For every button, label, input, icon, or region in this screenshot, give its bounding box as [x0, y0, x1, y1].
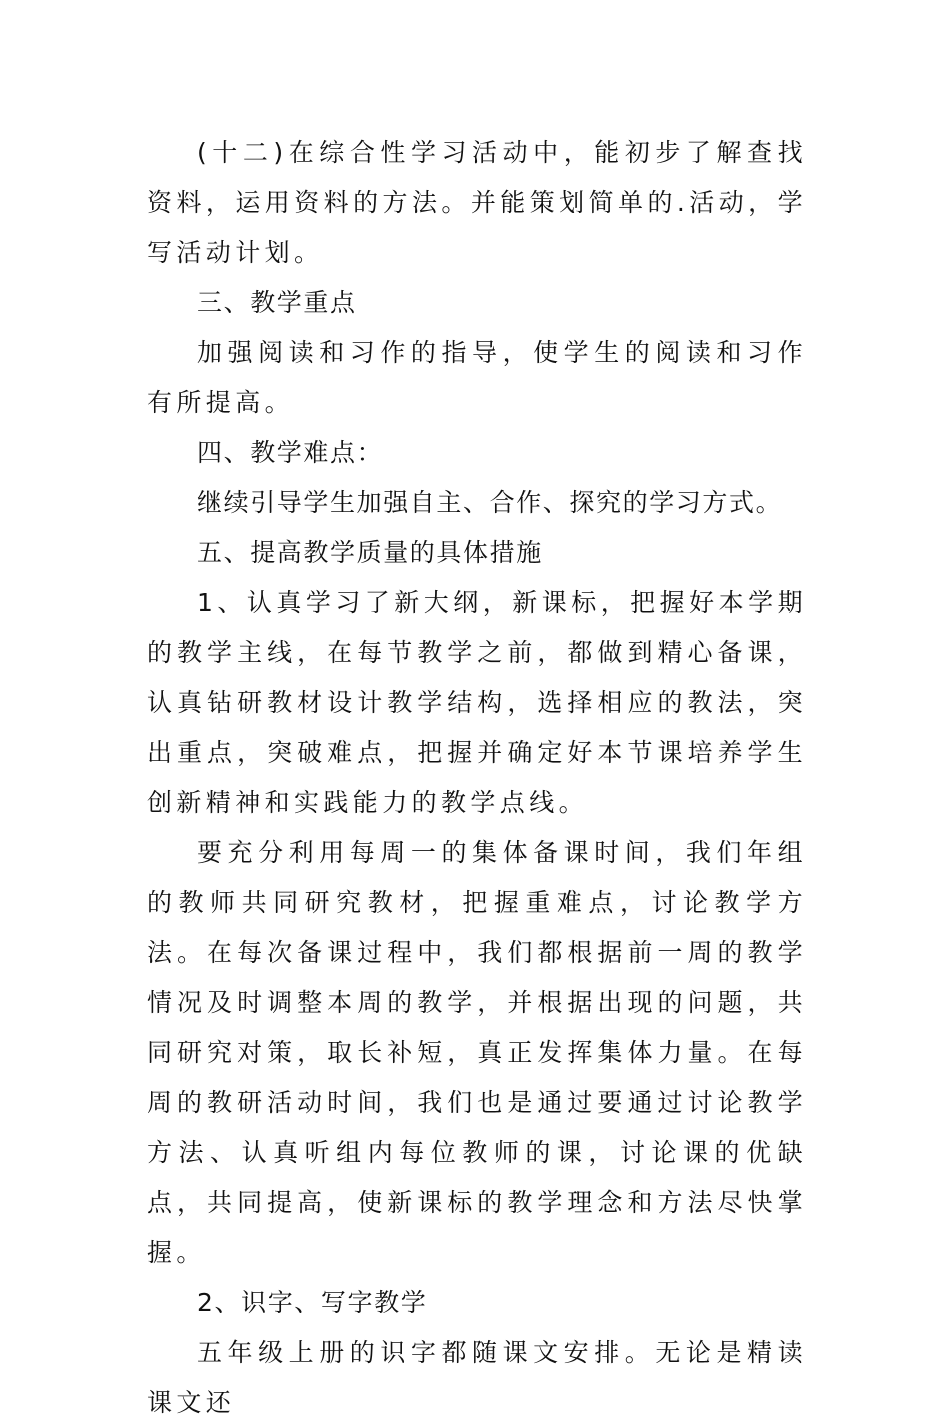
heading-literacy-writing: 2、识字、写字教学: [197, 1288, 428, 1317]
paragraph-collective-preparation: 要充分利用每周一的集体备课时间，我们年组的教师共同研究教材，把握重难点，讨论教学方法。在每次备课过程中，我们都根据前一周的教学情况及时调整本周的教学，并根据出现的问题，共同研究对策，取长补短，真正发挥集体力量。在每周的教研活动时间，我们也是通过要通过讨论教学方法、认真听组内每位教师的课，讨论课的优缺点，共同提高，使新课标的教学理念和方法尽快掌握。: [147, 838, 807, 1267]
heading-teaching-difficulty: 四、教学难点：: [197, 438, 384, 467]
paragraph-teaching-difficulty: 继续引导学生加强自主、合作、探究的学习方式。: [197, 488, 783, 517]
paragraph-literacy-intro: 五年级上册的识字都随课文安排。无论是精读课文还: [147, 1338, 807, 1417]
heading-teaching-focus: 三、教学重点: [197, 288, 357, 317]
document-body: [147, 128, 807, 1428]
paragraph-measure-one: 1、认真学习了新大纲，新课标，把握好本学期的教学主线，在每节教学之前，都做到精心备课，认真钻研教材设计教学结构，选择相应的教法，突出重点，突破难点，把握并确定好本节课培养学生创新精神和实践能力的教学点线。: [147, 588, 807, 817]
paragraph-goal-twelve: (十二)在综合性学习活动中，能初步了解查找资料，运用资料的方法。并能策划简单的.活动，学写活动计划。: [147, 138, 807, 267]
heading-quality-measures: 五、提高教学质量的具体措施: [197, 538, 543, 567]
paragraph-teaching-focus: 加强阅读和习作的指导，使学生的阅读和习作有所提高。: [147, 338, 807, 417]
